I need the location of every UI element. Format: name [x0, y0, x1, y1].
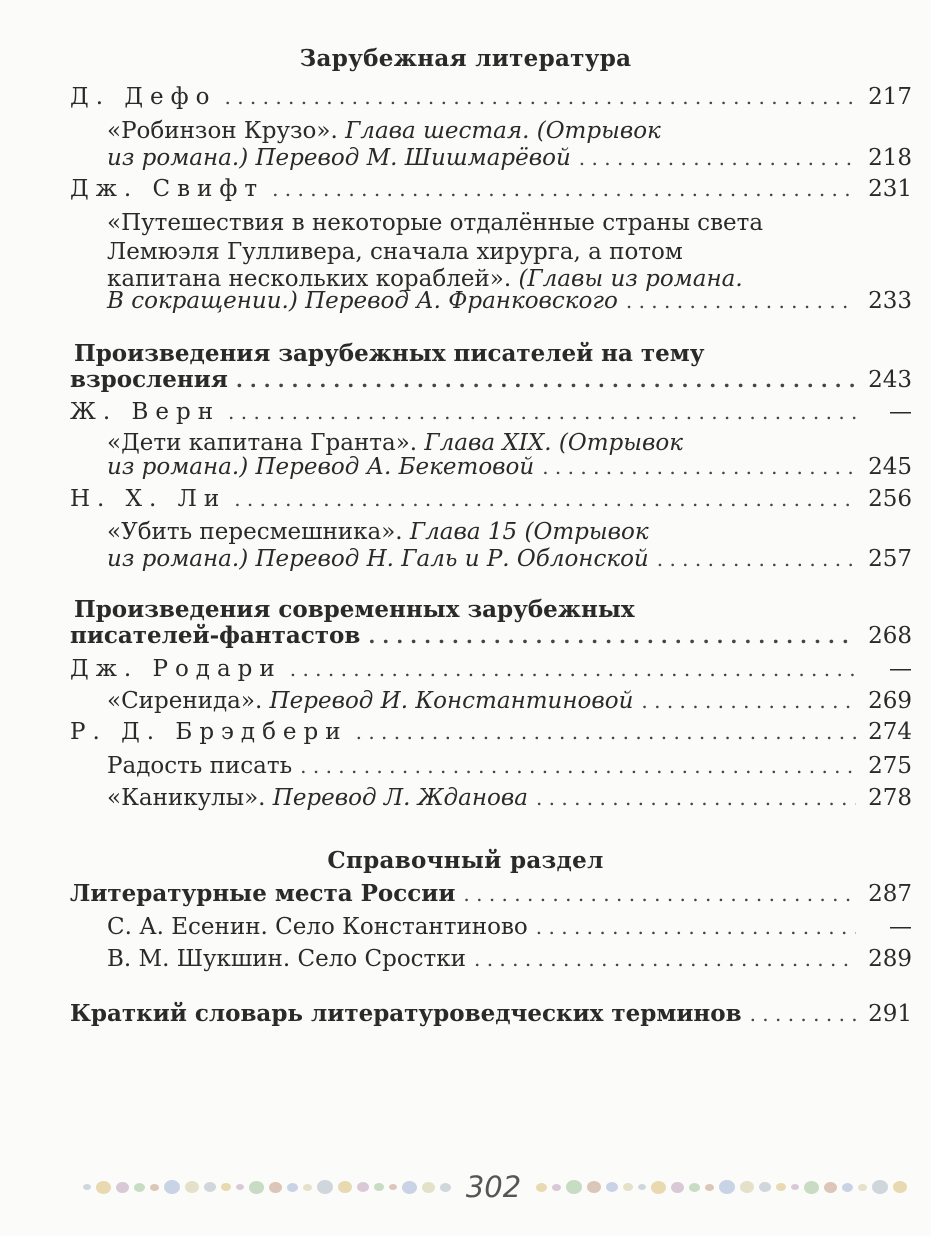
- toc-entry-grant[interactable]: [107, 454, 912, 486]
- work-title: «Сиренида».: [107, 688, 263, 714]
- page-number: 218: [868, 145, 912, 171]
- page-number: 287: [868, 881, 912, 907]
- work-translator: из романа.) Перевод М. Шишмарёвой: [107, 145, 571, 171]
- toc-entry-sirenida[interactable]: [107, 688, 912, 720]
- work-title-line: «Путешествия в некоторые отдалённые страны света: [107, 210, 764, 236]
- decorative-dot: [872, 1180, 888, 1194]
- decorative-dot: [776, 1183, 786, 1191]
- dot-leader: [224, 84, 856, 110]
- work-title: капитана нескольких кораблей».: [107, 266, 512, 292]
- decorative-dot: [317, 1180, 333, 1194]
- page-number: 275: [868, 753, 912, 779]
- page-number: 243: [868, 367, 912, 393]
- author-name: Д. Дефо: [70, 84, 217, 110]
- decorative-dot: [791, 1184, 799, 1190]
- dot-leader: [750, 1001, 856, 1027]
- toc-entry-mockingbird[interactable]: [107, 546, 912, 578]
- dot-leader: [474, 946, 856, 972]
- decorative-dot: [638, 1184, 646, 1190]
- page-number: 289: [868, 946, 912, 972]
- work-subtitle: Глава 15 (Отрывок: [402, 519, 649, 545]
- toc-entry-literary-places[interactable]: [70, 880, 912, 912]
- group-title-scifi: Произведения современных зарубежных: [74, 596, 635, 623]
- decorative-dot: [287, 1183, 298, 1192]
- toc-entry-defo[interactable]: [70, 84, 912, 116]
- decorative-dot: [651, 1181, 666, 1194]
- decorative-dot: [402, 1181, 417, 1194]
- decorative-dot: [566, 1180, 582, 1194]
- work-translator: Перевод Л. Жданова: [265, 785, 528, 811]
- group-title: Краткий словарь литературоведческих терминов: [70, 1000, 742, 1027]
- decorative-dot: [552, 1184, 561, 1191]
- page-number: 217: [868, 84, 912, 110]
- work-title: «Каникулы».: [107, 785, 266, 811]
- work-title: «Дети капитана Гранта».: [107, 430, 418, 456]
- page-number: 291: [868, 1001, 912, 1027]
- page-number: 268: [868, 623, 912, 649]
- decorative-dot: [357, 1182, 369, 1192]
- decorative-dot: [389, 1184, 397, 1190]
- decorative-dot: [185, 1181, 199, 1193]
- group-title-line: взросления: [70, 366, 228, 393]
- decorative-dot: [893, 1181, 907, 1193]
- toc-entry-lee[interactable]: [70, 486, 912, 518]
- page-footer: [80, 1163, 910, 1211]
- decorative-dot: [422, 1182, 435, 1193]
- decorative-dot: [719, 1180, 735, 1194]
- decorative-dot: [204, 1182, 216, 1192]
- work-title-line: [107, 430, 683, 456]
- dot-leader: [236, 366, 856, 393]
- decorative-dot: [606, 1182, 618, 1192]
- decorative-dot: [96, 1181, 111, 1194]
- decorative-dots-left: [80, 1172, 454, 1202]
- decorative-dot: [338, 1181, 352, 1193]
- work-title-line: Лемюэля Гулливера, сначала хирурга, а потом: [107, 239, 683, 265]
- page-number: 269: [868, 688, 912, 714]
- decorative-dot: [740, 1181, 754, 1193]
- work-title-line: [107, 118, 661, 144]
- decorative-dot: [824, 1182, 837, 1193]
- section-title-reference: Справочный раздел: [327, 847, 604, 874]
- decorative-dot: [83, 1184, 91, 1190]
- dot-leader: [290, 656, 856, 682]
- dot-leader: [234, 486, 856, 512]
- author-name: Н. Х. Ли: [70, 486, 227, 512]
- decorative-dots-right: [533, 1172, 910, 1202]
- dot-leader: [272, 176, 856, 202]
- toc-entry-gulliver[interactable]: [107, 288, 912, 320]
- toc-entry-scifi[interactable]: [70, 622, 912, 654]
- decorative-dot: [221, 1183, 231, 1191]
- dot-leader: [463, 881, 856, 907]
- toc-entry-shukshin[interactable]: [107, 946, 912, 978]
- decorative-dot: [759, 1182, 771, 1192]
- page-number: —: [889, 914, 912, 940]
- decorative-dot: [269, 1182, 282, 1193]
- dot-leader: [228, 399, 856, 425]
- place-title: В. М. Шукшин. Село Сростки: [107, 946, 466, 972]
- work-title: «Убить пересмешника».: [107, 519, 403, 545]
- toc-entry-verne[interactable]: [70, 399, 912, 431]
- decorative-dot: [689, 1183, 700, 1192]
- work-title: Радость писать: [107, 753, 293, 779]
- decorative-dot: [705, 1184, 714, 1191]
- place-title: С. А. Есенин. Село Константиново: [107, 914, 528, 940]
- dot-leader: [641, 688, 856, 714]
- decorative-dot: [804, 1181, 819, 1194]
- work-subtitle: Глава шестая. (Отрывок: [337, 118, 661, 144]
- decorative-dot: [236, 1184, 244, 1190]
- work-translator: Перевод И. Константиновой: [262, 688, 634, 714]
- dot-leader: [356, 719, 856, 745]
- toc-entry-growing-up[interactable]: [70, 366, 912, 398]
- page-number: —: [889, 656, 912, 682]
- work-title-line: [107, 688, 633, 714]
- toc-entry-bradbury[interactable]: [70, 719, 912, 751]
- author-name: Дж. Свифт: [70, 176, 265, 202]
- work-title: «Робинзон Крузо».: [107, 118, 338, 144]
- dot-leader: [657, 546, 856, 572]
- footer-page-number: 302: [465, 1170, 522, 1204]
- group-title-growing-up: Произведения зарубежных писателей на тему: [74, 340, 705, 367]
- work-translator: из романа.) Перевод А. Бекетовой: [107, 454, 535, 480]
- dot-leader: [536, 914, 856, 940]
- toc-entry-dictionary[interactable]: [70, 1000, 912, 1032]
- decorative-dot: [440, 1183, 451, 1192]
- page-number: 245: [868, 454, 912, 480]
- page-number: 274: [868, 719, 912, 745]
- author-name: Р. Д. Брэдбери: [70, 719, 348, 745]
- author-name: Ж. Верн: [70, 399, 221, 425]
- decorative-dot: [116, 1182, 129, 1193]
- work-title-line: [107, 519, 649, 545]
- page-number: 256: [868, 486, 912, 512]
- decorative-dot: [164, 1180, 180, 1194]
- toc-entry-rodari[interactable]: [70, 656, 912, 688]
- decorative-dot: [150, 1184, 159, 1191]
- dot-leader: [579, 145, 856, 171]
- decorative-dot: [134, 1183, 145, 1192]
- decorative-dot: [303, 1184, 312, 1191]
- decorative-dot: [587, 1181, 601, 1193]
- decorative-dot: [671, 1182, 684, 1193]
- decorative-dot: [374, 1183, 384, 1191]
- dot-leader: [536, 785, 856, 811]
- toc-entry-vacation[interactable]: [107, 785, 912, 817]
- toc-entry-joy-of-writing[interactable]: [107, 753, 912, 785]
- author-name: Дж. Родари: [70, 656, 282, 682]
- dot-leader: [300, 753, 856, 779]
- page-number: 278: [868, 785, 912, 811]
- decorative-dot: [249, 1181, 264, 1194]
- work-title-line: [107, 785, 528, 811]
- group-title: Литературные места России: [70, 880, 456, 907]
- group-title-line: писателей-фантастов: [70, 622, 361, 649]
- page-number: 231: [868, 176, 912, 202]
- decorative-dot: [842, 1183, 853, 1192]
- page-number: —: [889, 399, 912, 425]
- toc-entry-yesenin[interactable]: [107, 914, 912, 946]
- dot-leader: [626, 288, 856, 314]
- dot-leader: [542, 454, 856, 480]
- dot-leader: [368, 622, 856, 649]
- toc-entry-swift[interactable]: [70, 176, 912, 208]
- work-translator: В сокращении.) Перевод А. Франковского: [107, 288, 618, 314]
- section-title-foreign-literature: Зарубежная литература: [299, 45, 632, 72]
- decorative-dot: [858, 1184, 867, 1191]
- toc-entry-robinson[interactable]: [107, 145, 912, 177]
- decorative-dot: [536, 1183, 547, 1192]
- page-number: 257: [868, 546, 912, 572]
- page-number: 233: [868, 288, 912, 314]
- work-subtitle: (Главы из романа.: [511, 266, 743, 292]
- work-translator: из романа.) Перевод Н. Галь и Р. Облонской: [107, 546, 649, 572]
- work-subtitle: Глава XIX. (Отрывок: [417, 430, 683, 456]
- decorative-dot: [623, 1183, 633, 1191]
